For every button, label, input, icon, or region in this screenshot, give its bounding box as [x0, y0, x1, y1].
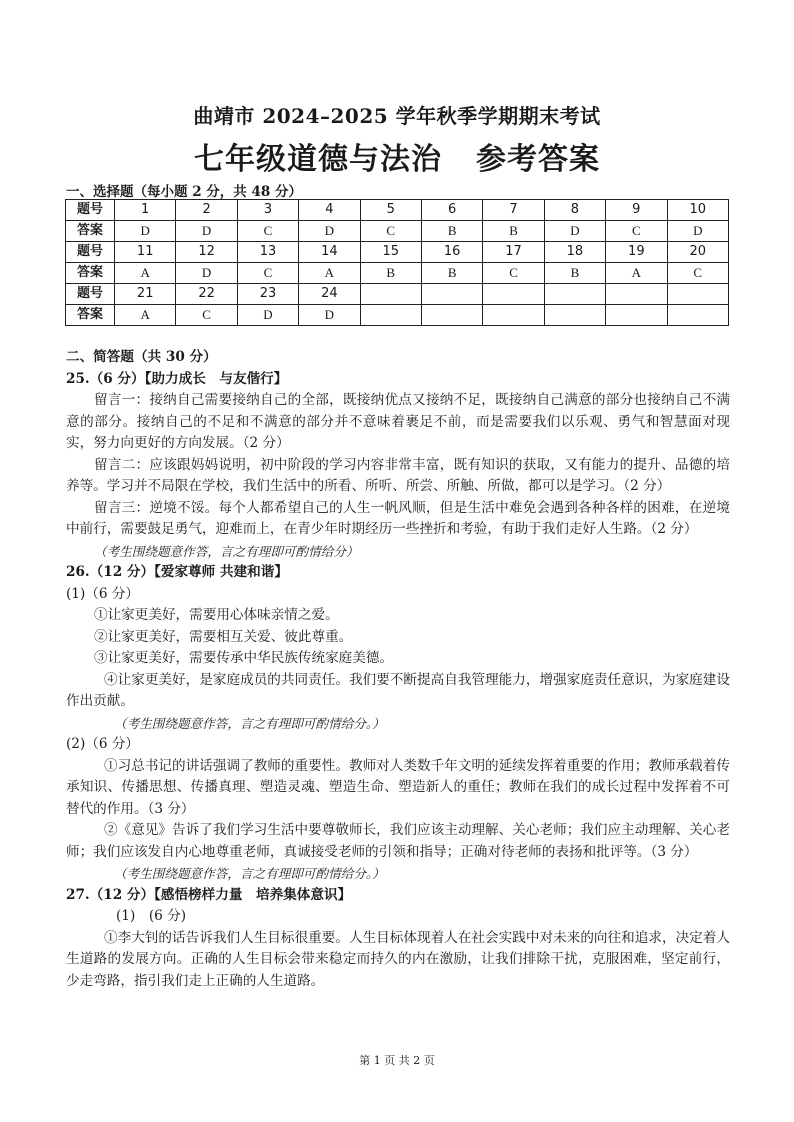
question-number-cell: 19 — [606, 242, 667, 263]
question-number-cell: 22 — [176, 284, 237, 305]
subject-title: 七年级道德与法治 — [194, 142, 442, 177]
question-number-cell — [483, 284, 544, 305]
question-number-cell: 18 — [544, 242, 605, 263]
question-number-cell: 10 — [667, 200, 728, 221]
question-number-cell — [544, 284, 605, 305]
q25-message-2: 留言二：应该跟妈妈说明，初中阶段的学习内容非常丰富，既有知识的获取，又有能力的提升、品德的培养等。学习并不局限在学校，我们生活中的所看、所听、所尝、所触、所做，都可以是学习。（2 分） — [66, 456, 730, 494]
exam-title: 曲靖市 2024–2025 学年秋季学期期末考试 — [193, 104, 601, 128]
q26-item-3: ③让家更美好，需要传承中华民族传统家庭美德。 — [94, 650, 394, 666]
answer-cell: D — [115, 221, 176, 242]
answer-cell — [421, 305, 482, 326]
question-number-cell: 16 — [421, 242, 482, 263]
q26-sub1-label: (1)（6 分） — [66, 585, 140, 602]
answer-row — [66, 305, 729, 326]
question-number-cell: 13 — [237, 242, 298, 263]
answer-cell: B — [544, 263, 605, 284]
answer-cell: D — [299, 305, 360, 326]
question-number-cell: 2 — [176, 200, 237, 221]
answer-key-title: 参考答案 — [476, 142, 600, 177]
answer-cell: C — [606, 221, 667, 242]
answer-cell: C — [176, 305, 237, 326]
answer-cell: C — [360, 221, 421, 242]
answer-cell: D — [667, 221, 728, 242]
answer-cell: D — [544, 221, 605, 242]
question-number-cell: 8 — [544, 200, 605, 221]
answer-cell — [360, 305, 421, 326]
answer-cell: B — [421, 263, 482, 284]
answer-cell: D — [299, 221, 360, 242]
q27-sub1-label: (1) (6 分) — [116, 908, 187, 924]
q26-note-1: （考生围绕题意作答，言之有理即可酌情给分。） — [114, 715, 385, 731]
question-number-row — [66, 284, 729, 305]
question-number-cell: 17 — [483, 242, 544, 263]
row-label-answer: 答案 — [66, 221, 115, 242]
row-label-answer: 答案 — [66, 263, 115, 284]
answer-cell: C — [667, 263, 728, 284]
answer-cell: A — [606, 263, 667, 284]
q26-sub2-label: (2)（6 分） — [66, 736, 140, 752]
question-number-cell: 12 — [176, 242, 237, 263]
section2-heading: 二、简答题（共 30 分） — [66, 349, 217, 365]
q26-sub2-point-2: ②《意见》告诉了我们学习生活中要尊敬师长，我们应该主动理解、关心老师；我们应主动理解、关心老师；我们应该发自内心地尊重老师，真诚接受老师的引领和指导；正确对待老师的表扬和批评等。（3 分） — [66, 822, 730, 860]
answer-cell — [667, 305, 728, 326]
q25-heading: 25.（6 分）【助力成长 与友偕行】 — [66, 370, 288, 387]
question-number-cell: 15 — [360, 242, 421, 263]
question-number-cell: 24 — [299, 284, 360, 305]
q25-message-3: 留言三：逆境不馁。每个人都希望自己的人生一帆风顺，但是生活中难免会遇到各种各样的困难，在逆境中前行，需要鼓足勇气，迎难而上，在青少年时期经历一些挫折和考验，有助于我们走好人生路。（2 分） — [66, 499, 730, 537]
answer-cell — [544, 305, 605, 326]
q27-point-1: ①李大钊的话告诉我们人生目标很重要。人生目标体现着人在社会实践中对未来的向往和追求，决定着人生道路的发展方向。正确的人生目标会带来稳定而持久的内在激励，让我们排除干扰，克服困难，坚定前行，少走弯路，指引我们走上正确的人生道路。 — [66, 929, 730, 989]
answer-row — [66, 263, 729, 284]
question-number-cell — [667, 284, 728, 305]
row-label-question: 题号 — [66, 284, 115, 305]
question-number-cell: 5 — [360, 200, 421, 221]
question-number-row — [66, 242, 729, 263]
q26-heading: 26.（12 分）【爱家尊师 共建和谐】 — [66, 564, 288, 580]
q26-sub2-point-1: ①习总书记的讲话强调了教师的重要性。教师对人类数千年文明的延续发挥着重要的作用；教师承载着传承知识、传播思想、传播真理、塑造灵魂、塑造生命、塑造新人的重任；教师在我们的成长过程中发挥着不可替代的作用。（3 分） — [66, 757, 730, 817]
answer-table — [65, 199, 729, 326]
answer-cell: D — [237, 305, 298, 326]
question-number-cell: 3 — [237, 200, 298, 221]
question-number-cell: 23 — [237, 284, 298, 305]
short-answer-section — [66, 347, 730, 992]
question-number-cell: 14 — [299, 242, 360, 263]
answer-cell: D — [176, 221, 237, 242]
answer-cell: C — [483, 263, 544, 284]
page-footer: 第 1 页 共 2 页 — [359, 1054, 435, 1067]
question-number-row — [66, 200, 729, 221]
q26-item-1: ①让家更美好，需要用心体味亲情之爱。 — [94, 607, 339, 623]
question-number-cell: 20 — [667, 242, 728, 263]
row-label-question: 题号 — [66, 242, 115, 263]
document-title — [0, 134, 794, 178]
answer-cell — [606, 305, 667, 326]
row-label-answer: 答案 — [66, 305, 115, 326]
q25-message-1: 留言一：接纳自己需要接纳自己的全部，既接纳优点又接纳不足，既接纳自己满意的部分也接纳自己不满意的部分。接纳自己的不足和不满意的部分并不意味着裹足不前，而是需要我们以乐观、勇气和智慧面对现实，努力向更好的方向发展。（2 分） — [66, 392, 730, 451]
q25-note: （考生围绕题意作答，言之有理即可酌情给分） — [94, 543, 359, 559]
question-number-cell: 11 — [115, 242, 176, 263]
answer-cell: A — [115, 263, 176, 284]
question-number-cell: 6 — [421, 200, 482, 221]
question-number-cell: 9 — [606, 200, 667, 221]
q26-item-2: ②让家更美好，需要相互关爱、彼此尊重。 — [94, 628, 353, 645]
question-number-cell — [421, 284, 482, 305]
question-number-cell: 4 — [299, 200, 360, 221]
q26-item-4: ④让家更美好，是家庭成员的共同责任。我们要不断提高自我管理能力，增强家庭责任意识，为家庭建设作出贡献。 — [66, 671, 730, 709]
question-number-cell: 1 — [115, 200, 176, 221]
question-number-cell — [606, 284, 667, 305]
answer-cell: B — [360, 263, 421, 284]
question-number-cell: 7 — [483, 200, 544, 221]
q27-heading: 27.（12 分）【感悟榜样力量 培养集体意识】 — [66, 886, 352, 903]
question-number-cell — [360, 284, 421, 305]
answer-cell: A — [299, 263, 360, 284]
answer-cell: C — [237, 263, 298, 284]
answer-cell: C — [237, 221, 298, 242]
row-label-question: 题号 — [66, 200, 115, 221]
answer-cell: D — [176, 263, 237, 284]
answer-cell: A — [115, 305, 176, 326]
answer-cell: B — [483, 221, 544, 242]
q26-note-2: （考生围绕题意作答，言之有理即可酌情给分。） — [114, 866, 385, 881]
answer-row — [66, 221, 729, 242]
answer-cell: B — [421, 221, 482, 242]
answer-cell — [483, 305, 544, 326]
section1-heading: 一、选择题（每小题 2 分，共 48 分） — [66, 184, 302, 200]
question-number-cell: 21 — [115, 284, 176, 305]
